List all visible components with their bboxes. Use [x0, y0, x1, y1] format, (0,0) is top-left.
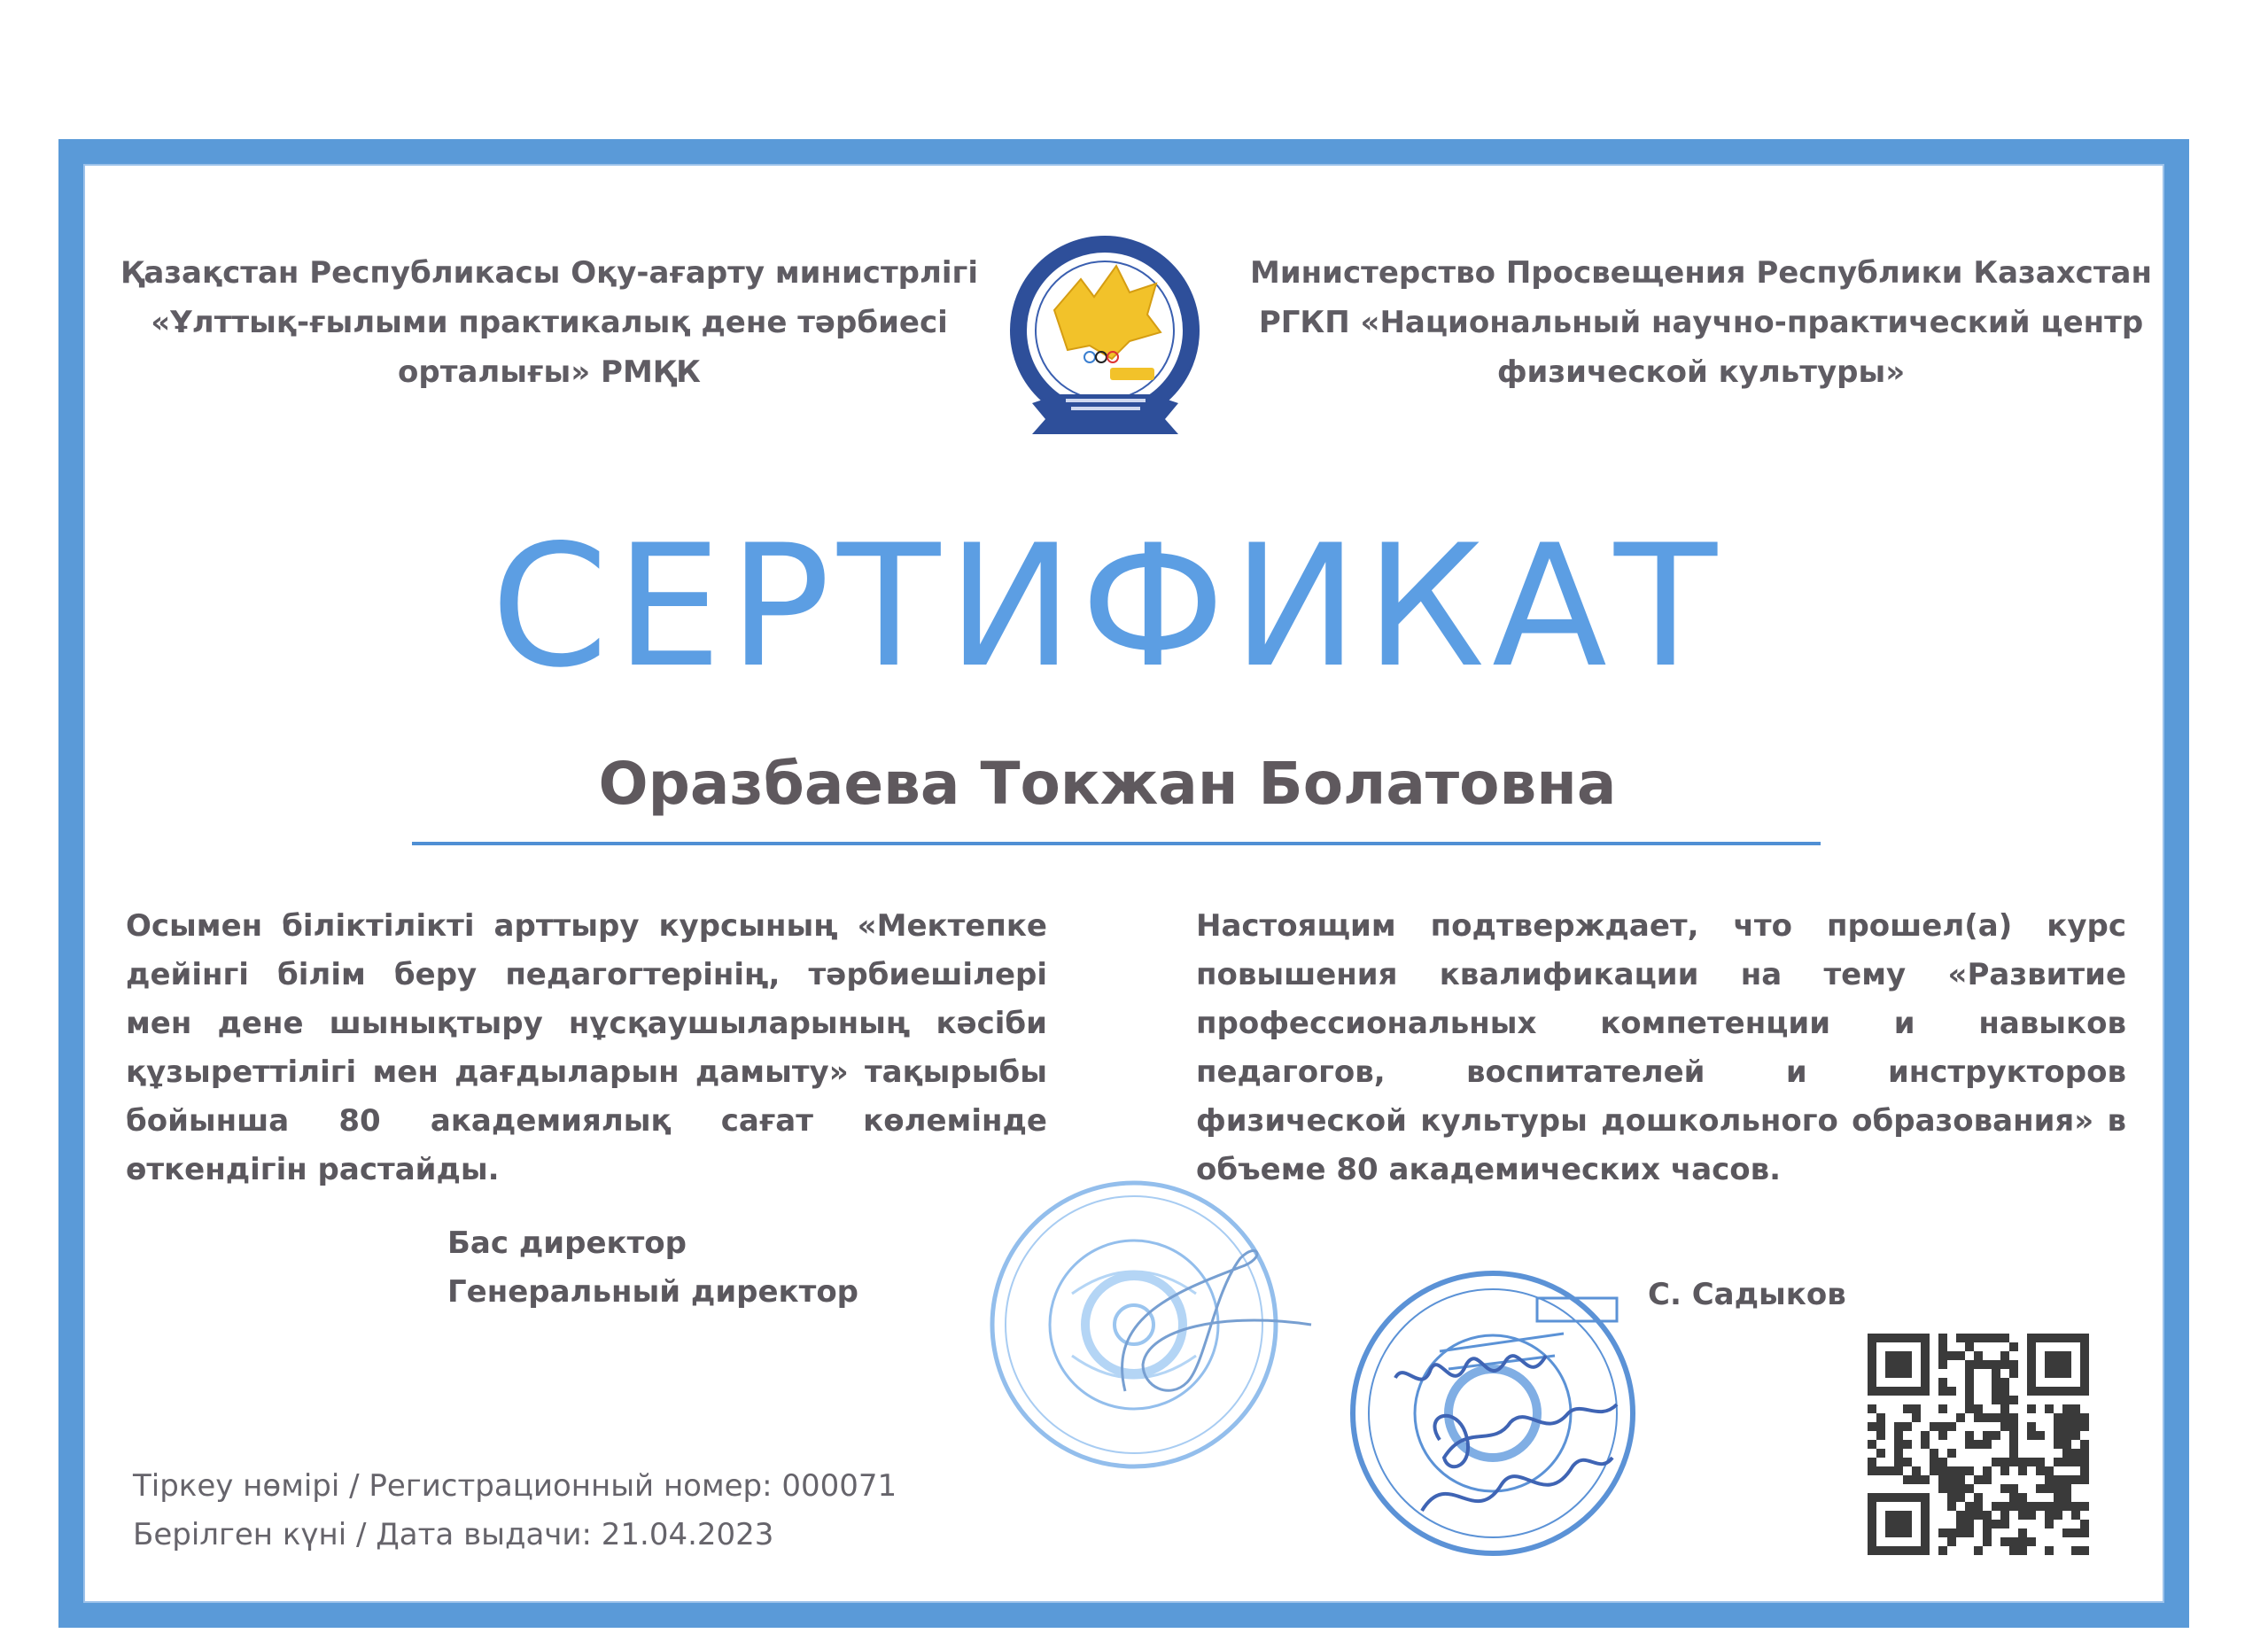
- qr-code: [1868, 1334, 2089, 1555]
- organization-russian: [1240, 248, 2162, 397]
- director-title-kazakh: Бас директор: [447, 1225, 687, 1261]
- organization-russian-line: Министерство Просвещения Республики Казахстан: [1250, 255, 2152, 291]
- name-underline: [412, 842, 1821, 845]
- official-stamp-right: [1333, 1245, 1670, 1573]
- certificate-title: СЕРТИФИКАТ: [490, 509, 1725, 704]
- signer-name: С. Садыков: [1648, 1277, 1846, 1312]
- recipient-name: Оразбаева Токжан Болатовна: [598, 750, 1617, 818]
- registration-number: Тіркеу нөмірі / Регистрационный номер: 000071: [133, 1468, 897, 1504]
- director-title-russian: Генеральный директор: [447, 1274, 859, 1310]
- body-text-kazakh: Осымен біліктілікті арттыру курсының «Мектепке дейінгі білім беру педагогтерінің, тәрбиешілері мен дене шынықтыру нұсқаушыларының кәсіби құзыреттілігі мен дағдыларын дамыту» тақырыбы бойынша 80 академиялық сағат көлемінде өткендігін растайды.: [126, 908, 1047, 1187]
- issue-date: Берілген күні / Дата выдачи: 21.04.2023: [133, 1517, 774, 1552]
- body-text-russian: Настоящим подтверждает, что прошел(а) курс повышения квалификации на тему «Развитие профессиональных компетенции и навыков педагогов, воспитателей и инструкторов физической культуры дошкольного образования» в объеме 80 академических часов.: [1196, 908, 2126, 1187]
- official-stamp-left: [975, 1161, 1329, 1489]
- organization-kazakh-line: орталығы» РМҚК: [398, 354, 701, 390]
- organization-kazakh-line: «Ұлттық-ғылыми практикалық дене тәрбиесі: [151, 305, 948, 340]
- organization-kazakh: [106, 248, 992, 397]
- center-logo-emblem: [1006, 226, 1205, 447]
- organization-russian-line: РГКП «Национальный научно-практический центр: [1258, 305, 2144, 340]
- organization-kazakh-line: Қазақстан Республикасы Оқу-ағарту министрлігі: [120, 255, 978, 291]
- organization-russian-line: физической культуры»: [1496, 354, 1906, 390]
